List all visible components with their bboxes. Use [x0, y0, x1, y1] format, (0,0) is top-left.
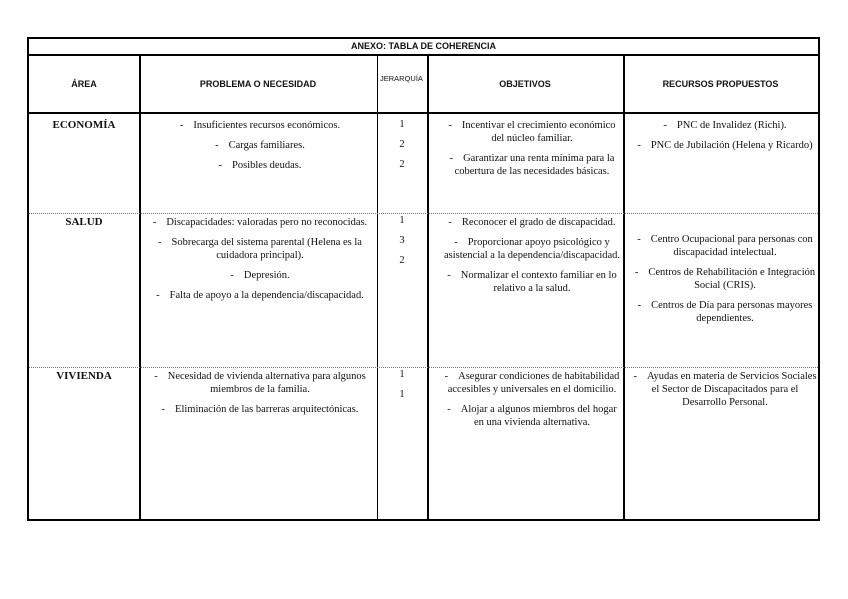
list-item: - PNC de Jubilación (Helena y Ricardo)	[637, 140, 813, 151]
coherence-table	[27, 37, 820, 521]
list-item: - Centros de Rehabilitación e Integración Social (CRIS).	[634, 267, 816, 291]
list-item: - Eliminación de las barreras arquitectónicas.	[161, 404, 359, 415]
list-item: - Alojar a algunos miembros del hogar en una vivienda alternativa.	[447, 404, 617, 428]
objetivos-vivienda	[443, 370, 621, 436]
list-item: - Falta de apoyo a la dependencia/discapacidad.	[156, 290, 364, 301]
list-item: - Garantizar una renta mínima para la cobertura de las necesidades básicas.	[449, 153, 615, 177]
list-item: - Ayudas en materia de Servicios Sociales el Sector de Discapacitados para el Desarrollo Personal.	[633, 371, 817, 408]
list-item: - Asegurar condiciones de habitabilidad accesibles y universales en el domicilio.	[444, 371, 620, 395]
jerarquia-economia: 1 2 2	[399, 119, 405, 170]
area-salud: SALUD	[65, 216, 103, 228]
header-recursos: RECURSOS PROPUESTOS	[623, 56, 818, 114]
header-jerarquia: JERARQUÍA	[377, 56, 427, 114]
list-item: - Centros de Día para personas mayores dependientes.	[637, 300, 813, 324]
recursos-salud	[632, 233, 818, 332]
problemas-economia	[151, 119, 369, 179]
area-vivienda: VIVIENDA	[56, 370, 112, 382]
header-objetivos: OBJETIVOS	[427, 56, 623, 114]
column-divider	[427, 56, 429, 519]
jerarquia-salud: 1 3 2	[399, 215, 405, 266]
jerarquia-vivienda: 1 1	[399, 369, 405, 400]
list-item: - Necesidad de vivienda alternativa para algunos miembros de la familia.	[154, 371, 366, 395]
header-area: ÁREA	[29, 56, 139, 114]
list-item: - PNC de Invalidez (Richi).	[663, 120, 787, 131]
objetivos-economia	[443, 119, 621, 185]
list-item: - Depresión.	[230, 270, 290, 281]
area-economia: ECONOMÍA	[52, 119, 116, 131]
list-item: - Incentivar el crecimiento económico del núcleo familiar.	[448, 120, 616, 144]
recursos-vivienda	[632, 370, 818, 416]
list-item: - Centro Ocupacional para personas con discapacidad intelectual.	[637, 234, 813, 258]
recursos-economia	[632, 119, 818, 159]
objetivos-salud	[443, 216, 621, 302]
list-item: - Cargas familiares.	[215, 140, 305, 151]
list-item: - Sobrecarga del sistema parental (Helena es la cuidadora principal).	[158, 237, 362, 261]
problemas-vivienda	[151, 370, 369, 423]
table-title: ANEXO: TABLA DE COHERENCIA	[29, 39, 818, 56]
list-item: - Reconocer el grado de discapacidad.	[448, 217, 616, 228]
column-divider	[139, 56, 141, 519]
list-item: - Proporcionar apoyo psicológico y asistencial a la dependencia/discapacidad.	[443, 237, 621, 261]
list-item: - Insuficientes recursos económicos.	[179, 120, 341, 131]
column-divider	[623, 56, 625, 519]
header-problema: PROBLEMA O NECESIDAD	[139, 56, 377, 114]
list-item: - Discapacidades: valoradas pero no reconocidas.	[152, 217, 368, 228]
problemas-salud	[151, 216, 369, 309]
list-item: - Normalizar el contexto familiar en lo relativo a la salud.	[447, 270, 617, 294]
list-item: - Posibles deudas.	[218, 160, 302, 171]
